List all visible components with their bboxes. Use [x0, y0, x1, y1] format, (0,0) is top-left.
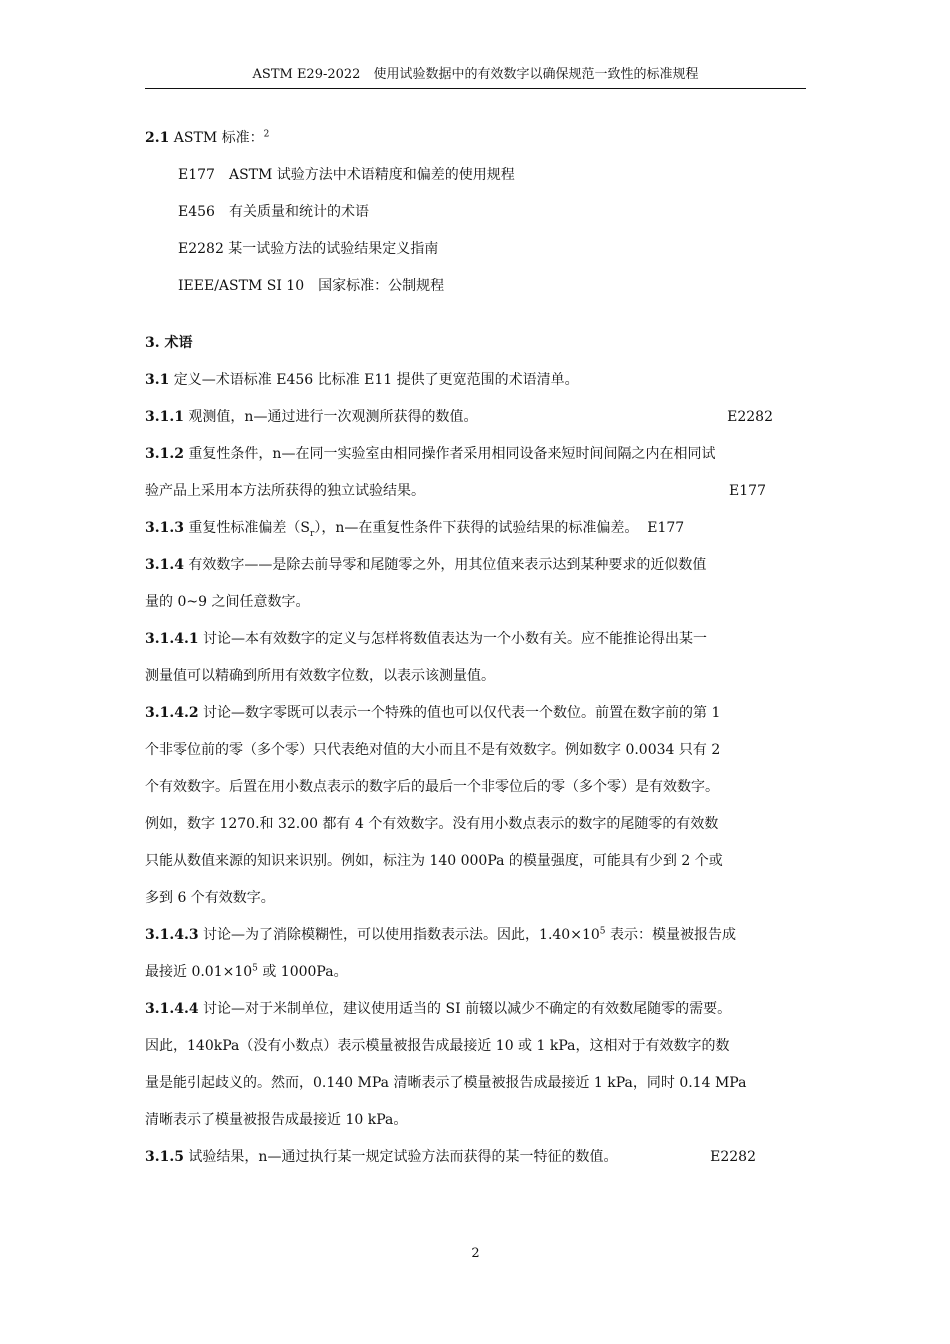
document-body: [145, 120, 806, 1176]
para-3-1-4-line-1: [145, 547, 806, 584]
para-3-1-4-4-line-2: 因此，140kPa（没有小数点）表示模量被报告成最接近 10 或 1 kPa，这相对于有效数字的数: [145, 1038, 730, 1054]
clause-text: 有效数字——是除去前导零和尾随零之外，用其位值来表示达到某种要求的近似数值: [183, 557, 707, 573]
standard-title: 国家标准：公制规程: [304, 278, 445, 294]
para-3-1-4-1-line-2: 测量值可以精确到所用有效数字位数，以表示该测量值。: [145, 668, 495, 684]
para-3-1-5: [145, 1139, 806, 1176]
standard-code: E2282: [178, 241, 224, 257]
clause-text: 验产品上采用本方法所获得的独立试验结果。: [145, 483, 425, 499]
para-3-1-4-2-line-6: 多到 6 个有效数字。: [145, 890, 275, 906]
para-3-1-4-line-2: 量的 0~9 之间任意数字。: [145, 594, 310, 610]
standard-code: IEEE/ASTM SI 10: [178, 278, 305, 294]
reference-tag: E2282: [727, 409, 773, 425]
standard-title: 某一试验方法的试验结果定义指南: [223, 241, 439, 257]
subscript: r: [310, 528, 315, 539]
para-3-1-2-line-1: [145, 436, 806, 473]
clause-number: 3.1.1: [145, 409, 184, 425]
clause-text: 或 1000Pa。: [257, 964, 348, 980]
section-3-title: 3. 术语: [145, 335, 193, 351]
reference-tag: E177: [647, 520, 685, 536]
clause-number: 3.1.2: [145, 446, 184, 462]
page-number: 2: [471, 1246, 480, 1261]
clause-number: 3.1.4.4: [145, 1001, 199, 1017]
para-3-1-4-4-line-3: 量是能引起歧义的。然而，0.140 MPa 清晰表示了模量被报告成最接近 1 kPa，同时 0.14 MPa: [145, 1075, 747, 1091]
para-3-1-1: [145, 399, 806, 436]
para-3-1-4-3-line-1: [145, 917, 806, 954]
clause-text: 重复性标准偏差（S: [183, 520, 311, 536]
standard-item-e456: [145, 194, 806, 231]
para-3-1-4-2-line-1: [145, 695, 806, 732]
clause-number: 3.1.3: [145, 520, 184, 536]
exponent: 5: [252, 963, 258, 974]
clause-number: 3.1.4.2: [145, 705, 199, 721]
clause-number: 3.1.4.3: [145, 927, 199, 943]
clause-text: 观测值，n—通过进行一次观测所获得的数值。: [183, 409, 478, 425]
clause-text: 最接近 0.01×10: [145, 964, 253, 980]
clause-text: 表示：模量被报告成: [605, 927, 736, 943]
clause-text: 重复性条件，n—在同一实验室由相同操作者采用相同设备来短时间间隔之内在相同试: [183, 446, 716, 462]
standard-title: 有关质量和统计的术语: [214, 204, 369, 220]
para-3-1-4-4-line-4: 清晰表示了模量被报告成最接近 10 kPa。: [145, 1112, 408, 1128]
standard-title: ASTM 试验方法中术语精度和偏差的使用规程: [214, 167, 515, 183]
standard-code: E456: [178, 204, 215, 220]
standard-item-e177: [145, 157, 806, 194]
para-3-1-3: [145, 510, 806, 547]
clause-text: ），n—在重复性条件下获得的试验结果的标准偏差。: [314, 520, 639, 536]
clause-text: 讨论—数字零既可以表示一个特殊的值也可以仅代表一个数位。前置在数字前的第 1: [198, 705, 721, 721]
reference-tag: E2282: [710, 1149, 756, 1165]
standard-item-e2282: [145, 231, 806, 268]
clause-text: 定义—术语标准 E456 比标准 E11 提供了更宽范围的术语清单。: [169, 372, 579, 388]
clause-number: 3.1.4: [145, 557, 184, 573]
exponent: 5: [599, 926, 606, 937]
section-label: ASTM 标准：: [169, 130, 264, 146]
standard-item-si10: [145, 268, 806, 305]
para-3-1-2-line-2: [145, 473, 806, 510]
reference-tag: E177: [729, 483, 766, 499]
clause-number: 3.1.4.1: [145, 631, 199, 647]
running-header: ASTM E29-2022 使用试验数据中的有效数字以确保规范一致性的标准规程: [252, 67, 699, 82]
clause-number: 3.1: [145, 372, 170, 388]
header-rule: [145, 88, 806, 89]
clause-text: 试验结果，n—通过执行某一规定试验方法而获得的某一特征的数值。: [183, 1149, 618, 1165]
clause-text: 讨论—对于米制单位，建议使用适当的 SI 前辍以减少不确定的有效数尾随零的需要。: [198, 1001, 732, 1017]
para-3-1-4-2-line-4: 例如，数字 1270.和 32.00 都有 4 个有效数字。没有用小数点表示的数字的尾随零的有效数: [145, 816, 719, 832]
clause-text: 讨论—本有效数字的定义与怎样将数值表达为一个小数有关。应不能推论得出某一: [198, 631, 708, 647]
footnote-marker: 2: [263, 129, 270, 140]
para-3-1-4-3-line-2: [145, 954, 806, 991]
standard-code: E177: [178, 167, 215, 183]
para-3-1-4-2-line-2: 个非零位前的零（多个零）只代表绝对值的大小而且不是有效数字。例如数字 0.0034 只有 2: [145, 742, 721, 758]
clause-text: 讨论—为了消除模糊性，可以使用指数表示法。因此，1.40×10: [198, 927, 600, 943]
para-3-1-4-2-line-5: 只能从数值来源的知识来识别。例如，标注为 140 000Pa 的模量强度，可能具有少到 2 个或: [145, 853, 723, 869]
clause-number: 3.1.5: [145, 1149, 184, 1165]
section-number: 2.1: [145, 130, 170, 146]
para-3-1: [145, 362, 806, 399]
para-3-1-4-2-line-3: 个有效数字。后置在用小数点表示的数字后的最后一个非零位后的零（多个零）是有效数字。: [145, 779, 719, 795]
para-3-1-4-4-line-1: [145, 991, 806, 1028]
para-3-1-4-1-line-1: [145, 621, 806, 658]
section-2-1-heading: [145, 120, 806, 157]
